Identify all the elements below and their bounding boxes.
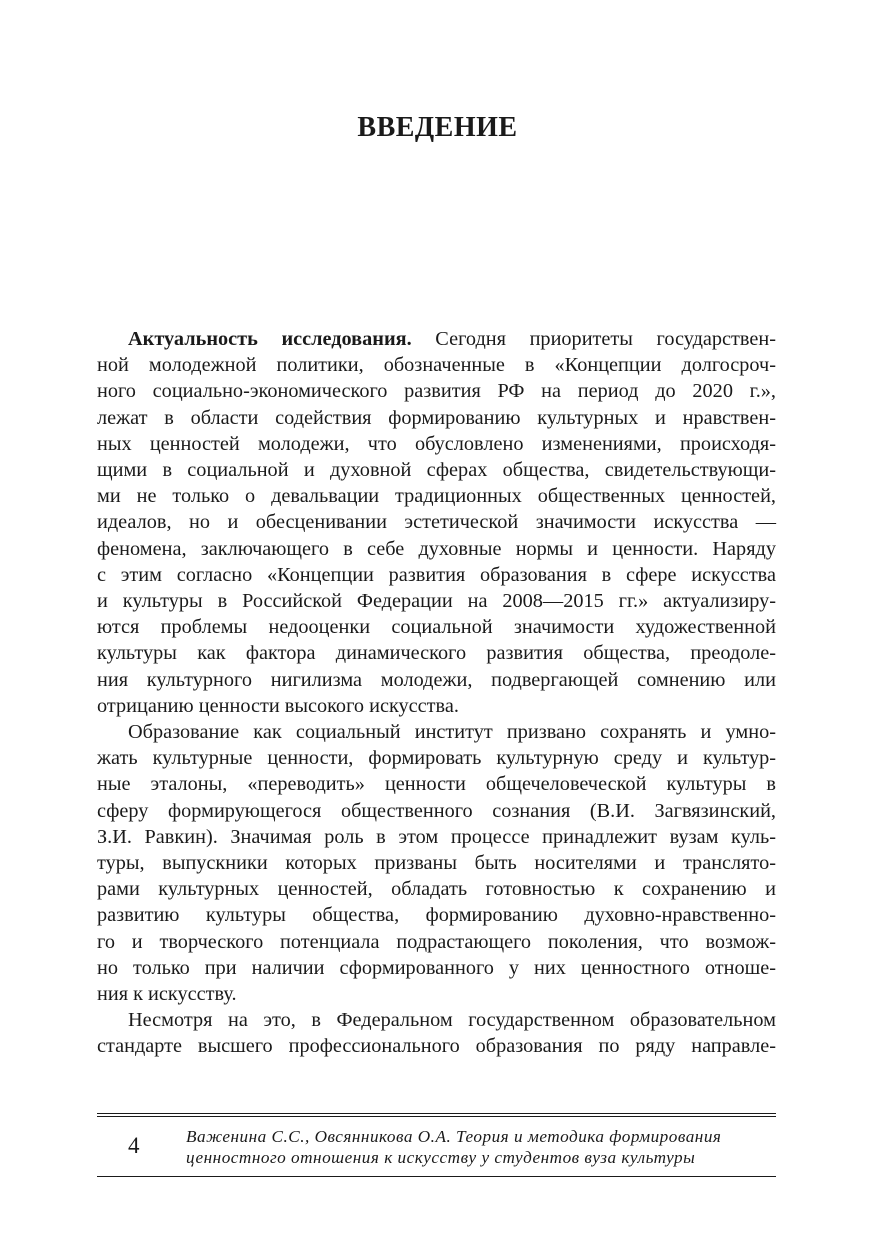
text-line: феномена, заключающего в себе духовные нормы и ценности. Наряду — [97, 537, 776, 560]
citation-line: ценностного отношения к искусству у студентов вуза культуры — [186, 1148, 696, 1167]
text-line: с этим согласно «Концепции развития образования в сфере искусства — [97, 563, 776, 586]
text-line: лежат в области содействия формированию культурных и нравствен- — [97, 406, 776, 429]
footer-rule-top — [97, 1113, 776, 1114]
text-line: Несмотря на это, в Федеральном государственном образовательном — [128, 1009, 776, 1032]
citation-line: Важенина С.С., Овсянникова О.А. Теория и методика формирования — [186, 1127, 722, 1146]
text-line: ного социально-экономического развития РФ на период до 2020 г.», — [97, 380, 776, 403]
text-line-rest: Сегодня приоритеты государствен- — [411, 328, 776, 350]
chapter-title: ВВЕДЕНИЕ — [357, 112, 518, 143]
text-line: Образование как социальный институт призвано сохранять и умно- — [128, 721, 776, 744]
footer-rule-top-second — [97, 1116, 776, 1117]
body-text — [97, 326, 776, 1060]
text-line: но только при наличии сформированного у них ценностного отноше- — [97, 956, 776, 979]
text-line: ных ценностей молодежи, что обусловлено изменениями, происходя- — [97, 432, 776, 455]
text-line: сферу формирующегося общественного сознания (В.И. Загвязинский, — [97, 799, 776, 822]
text-line: отрицанию ценности высокого искусства. — [97, 694, 459, 717]
text-line: го и творческого потенциала подрастающего поколения, что возмож- — [97, 930, 776, 953]
text-line: ми не только о девальвации традиционных общественных ценностей, — [97, 485, 776, 508]
text-line: развитию культуры общества, формированию духовно-нравственно- — [97, 904, 776, 927]
text-line: рами культурных ценностей, обладать готовностью к сохранению и — [97, 878, 776, 901]
text-line: ные эталоны, «переводить» ценности общечеловеческой культуры в — [97, 773, 776, 796]
text-line: ния культурного нигилизма молодежи, подвергающей сомнению или — [97, 668, 776, 691]
running-footer-citation — [186, 1126, 786, 1168]
text-line: стандарте высшего профессионального образования по ряду направле- — [97, 1035, 776, 1058]
text-line: щими в социальной и духовной сферах общества, свидетельствующи- — [97, 459, 776, 482]
text-line: З.И. Равкин). Значимая роль в этом процессе принадлежит вузам куль- — [97, 825, 776, 848]
page-number: 4 — [128, 1133, 140, 1158]
text-line: культуры как фактора динамического развития общества, преодоле- — [97, 642, 776, 665]
text-line: туры, выпускники которых призваны быть носителями и транслято- — [97, 852, 776, 875]
text-line: идеалов, но и обесценивании эстетической значимости искусства — — [97, 511, 776, 534]
lead-phrase: Актуальность исследования. — [128, 328, 412, 350]
footer-rule-bottom — [97, 1176, 776, 1177]
text-line: жать культурные ценности, формировать культурную среду и культур- — [97, 747, 776, 770]
text-line — [97, 326, 776, 352]
text-line: ния к искусству. — [97, 983, 237, 1006]
text-line: ной молодежной политики, обозначенные в «Концепции долгосроч- — [97, 354, 776, 377]
text-line: ются проблемы недооценки социальной значимости художественной — [97, 616, 776, 639]
text-line: и культуры в Российской Федерации на 2008—2015 гг.» актуализиру- — [97, 590, 776, 613]
